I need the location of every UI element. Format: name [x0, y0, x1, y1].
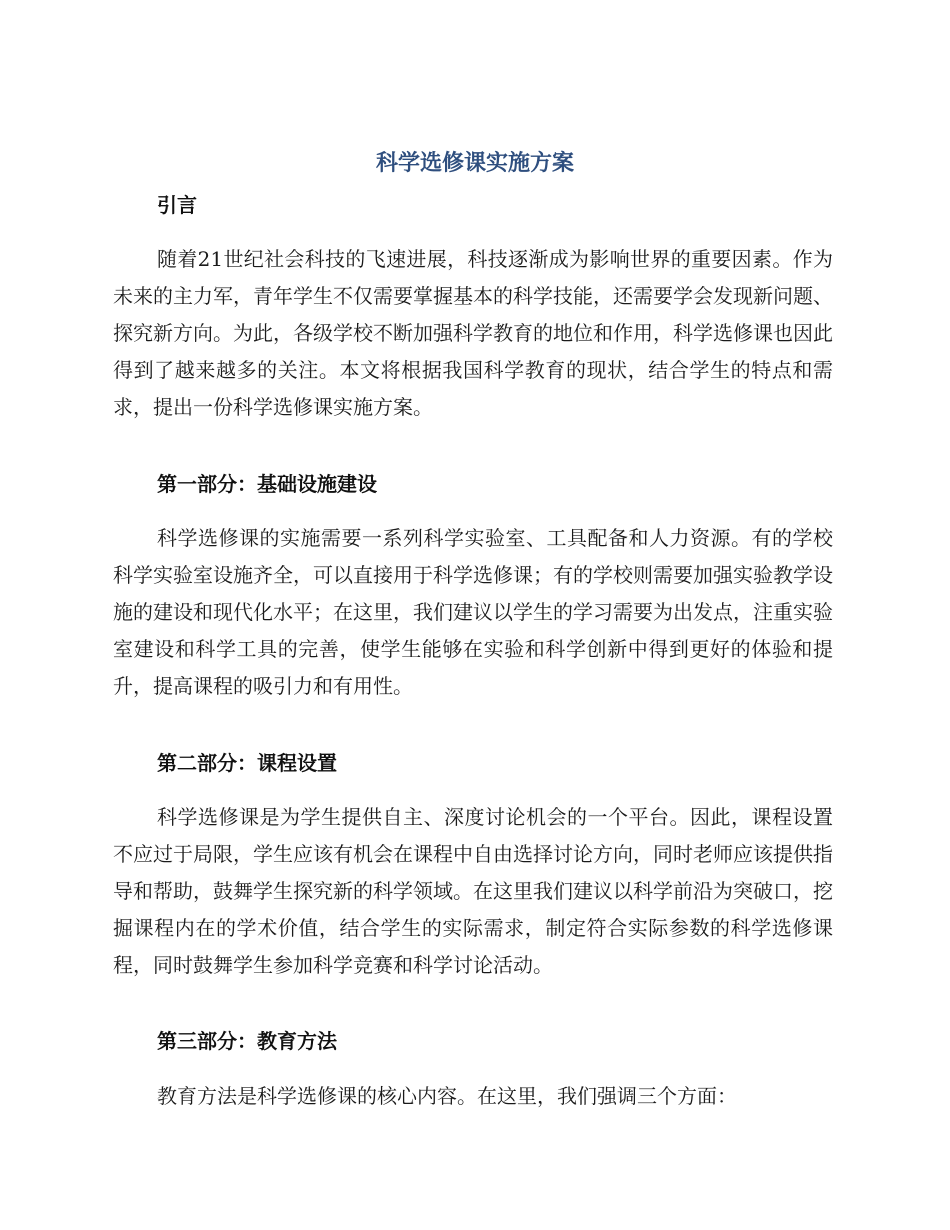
- section-heading-introduction: 引言: [157, 193, 197, 217]
- section-paragraph-infrastructure: 科学选修课的实施需要一系列科学实验室、工具配备和人力资源。有的学校科学实验室设施齐全，可以直接用于科学选修课；有的学校则需要加强实验教学设施的建设和现代化水平；在这里，我们建议以学生的学习需要为出发点，注重实验室建设和科学工具的完善，使学生能够在实验和科学创新中得到更好的体验和提升，提高课程的吸引力和有用性。: [113, 526, 833, 698]
- document-title: 科学选修课实施方案: [375, 151, 574, 176]
- section-paragraph-curriculum: 科学选修课是为学生提供自主、深度讨论机会的一个平台。因此，课程设置不应过于局限，学生应该有机会在课程中自由选择讨论方向，同时老师应该提供指导和帮助，鼓舞学生探究新的科学领域。在这里我们建议以科学前沿为突破口，挖掘课程内在的学术价值，结合学生的实际需求，制定符合实际参数的科学选修课程，同时鼓舞学生参加科学竞赛和科学讨论活动。: [113, 805, 833, 977]
- section-paragraph-teaching-methods: 教育方法是科学选修课的核心内容。在这里，我们强调三个方面：: [157, 1084, 737, 1108]
- section-heading-teaching-methods: 第三部分：教育方法: [157, 1029, 337, 1053]
- section-heading-curriculum: 第二部分：课程设置: [157, 751, 337, 775]
- section-heading-infrastructure: 第一部分：基础设施建设: [157, 472, 377, 496]
- section-paragraph-introduction: 随着21世纪社会科技的飞速进展，科技逐渐成为影响世界的重要因素。作为未来的主力军，青年学生不仅需要掌握基本的科学技能，还需要学会发现新问题、探究新方向。为此，各级学校不断加强科学教育的地位和作用，科学选修课也因此得到了越来越多的关注。本文将根据我国科学教育的现状，结合学生的特点和需求，提出一份科学选修课实施方案。: [113, 247, 833, 419]
